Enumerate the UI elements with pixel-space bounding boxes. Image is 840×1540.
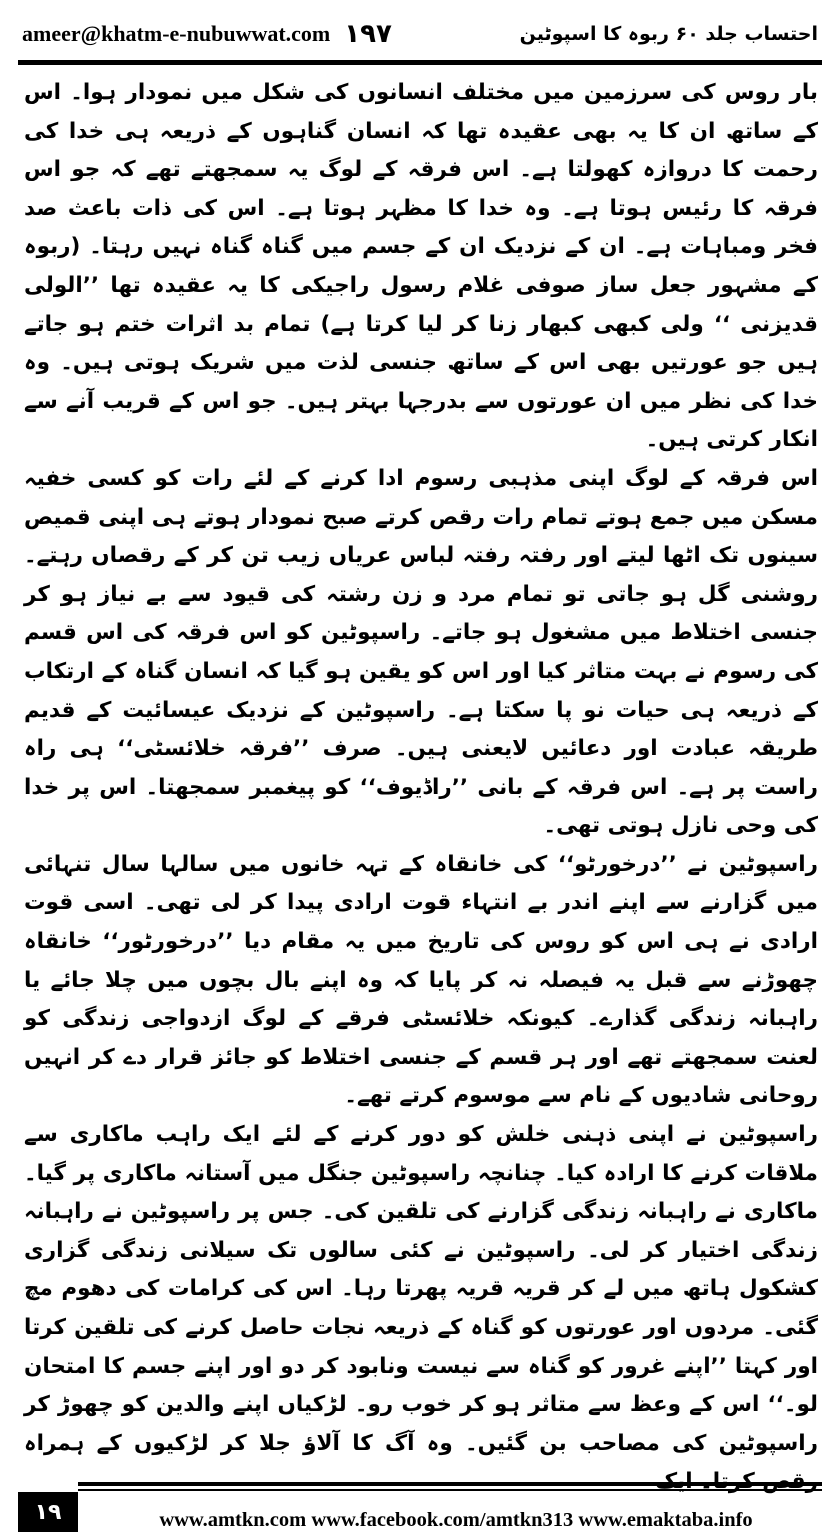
header-page-number: ۱۹۷ (344, 19, 392, 49)
body-text (24, 74, 818, 1464)
footer-rule-thick (78, 1482, 822, 1486)
paragraph-1: بار روس کی سرزمین میں مختلف انسانوں کی شکل میں نمودار ہوا۔ اس کے ساتھ ان کا یہ بھی عقیدہ تھا کہ انسان گناہوں کے ذریعہ ہی خدا کی رحمت کا دروازہ کھولتا ہے۔ اس فرقہ کے لوگ یہ سمجھتے تھے کہ جو اس فرقہ کا رئیس ہوتا ہے۔ وہ خدا کا مظہر ہوتا ہے۔ اس کی ذات باعث صد فخر ومباہات ہے۔ ان کے نزدیک ان کے جسم میں گناہ گناہ نہیں رہتا۔ (ربوہ کے مشہور جعل ساز صوفی غلام رسول راجیکی کا یہ عقیدہ تھا ’’الولی قدیزنی ‘‘ ولی کبھی کبھار زنا کر لیا کرتا ہے) تمام بد اثرات ختم ہو جاتے ہیں جو عورتیں بھی اس کے ساتھ جنسی لذت میں شریک ہوتی ہیں۔ وہ خدا کی نظر میں ان عورتوں سے بدرجہا بہتر ہیں۔ جو اس کے قریب آنے سے انکار کرتی ہیں۔ (24, 80, 818, 453)
footer-rule-thin (78, 1489, 822, 1491)
paragraph-4: راسپوٹین نے اپنی ذہنی خلش کو دور کرنے کے لئے ایک راہب ماکاری سے ملاقات کرنے کا ارادہ کیا۔ چنانچہ راسپوٹین جنگل میں آستانہ ماکاری پر گیا۔ ماکاری نے راہبانہ زندگی گزارنے کی تلقین کی۔ جس پر راسپوٹین نے راہبانہ زندگی اختیار کر لی۔ راسپوٹین نے کئی سالوں تک سیلانی زندگی گزاری کشکول ہاتھ میں لے کر قریہ قریہ پھرتا رہا۔ اس کی کرامات کی دھوم مچ گئی۔ مردوں اور عورتوں کو گناہ کے ذریعہ نجات حاصل کرنے کی تلقین کرتا اور کہتا ’’اپنے غرور کو گناہ سے نیست ونابود کر دو اور اپنے جسم کا امتحان لو۔‘‘ اس کے وعظ سے متاثر ہو کر خوب رو۔ لڑکیاں اپنے والدین کو چھوڑ کر راسپوٹین کی مصاحب بن گئیں۔ وہ آگ کا آلاؤ جلا کر لڑکیوں کے ہمراہ (24, 1122, 818, 1456)
footer-folio: ۱۹ (18, 1492, 78, 1532)
page-footer (18, 1480, 822, 1534)
header-running-title: احتساب جلد ۶۰ ربوہ کا اسپوٹین (519, 23, 818, 45)
header-left (22, 19, 392, 49)
footer-main (78, 1480, 822, 1534)
paragraph-3: راسپوٹین نے ’’درخورٹو‘‘ کی خانقاہ کے تہہ خانوں میں سالہا سال تنہائی میں گزارنے سے اپنے اندر بے انتہاء قوت ارادی پیدا کر لی تھی۔ اسی قوت ارادی نے ہی اس کو روس کی تاریخ میں یہ مقام دیا ’’درخورٹور‘‘ خانقاہ چھوڑنے سے قبل یہ فیصلہ نہ کر پایا کہ وہ اپنے بال بچوں میں چلا جائے یا راہبانہ زندگی گذارے۔ کیونکہ خلائسٹی فرقے کے لوگ ازدواجی زندگی کو لعنت سمجھتے تھے اور ہر قسم کے جنسی اختلاط کو جائز قرار دے کر انہیں روحانی شادیوں کے نام سے موسوم کرتے تھے۔ (24, 851, 818, 1109)
header-rule (18, 60, 822, 65)
page-header (22, 14, 818, 54)
header-email: ameer@khatm-e-nubuwwat.com (22, 21, 331, 46)
paragraph-2: اس فرقہ کے لوگ اپنی مذہبی رسوم ادا کرنے کے لئے رات کو کسی خفیہ مسکن میں جمع ہوتے تمام رات رقص کرتے صبح نمودار ہوتے ہی اپنی قمیص سینوں تک اٹھا لیتے اور رفتہ رفتہ لباس عریاں زیب تن کر کے رقصاں رہتے۔ روشنی گل ہو جاتی تو تمام مرد و زن رشتہ کی قیود سے بے نیاز ہو کر جنسی اختلاط میں مشغول ہو جاتے۔ راسپوٹین کو اس فرقہ کی اس قسم کی رسوم نے بہت متاثر کیا اور اس کو یقین ہو گیا کہ انسان گناہ کے ارتکاب کے ذریعہ ہی حیات نو پا سکتا ہے۔ راسپوٹین کے نزدیک عیسائیت کے قدیم طریقہ عبادت اور دعائیں لایعنی ہیں۔ صرف ’’فرقہ خلائسٹی‘‘ ہی راہ راست پر ہے۔ اس فرقہ کے بانی ’’راڈیوف‘‘ کو پیغمبر سمجھتا۔ اس پر خدا کی وحی نازل ہوتی تھی۔ (24, 465, 818, 839)
footer-urls: www.amtkn.com www.facebook.com/amtkn313 www.emaktaba.info (159, 1509, 753, 1531)
